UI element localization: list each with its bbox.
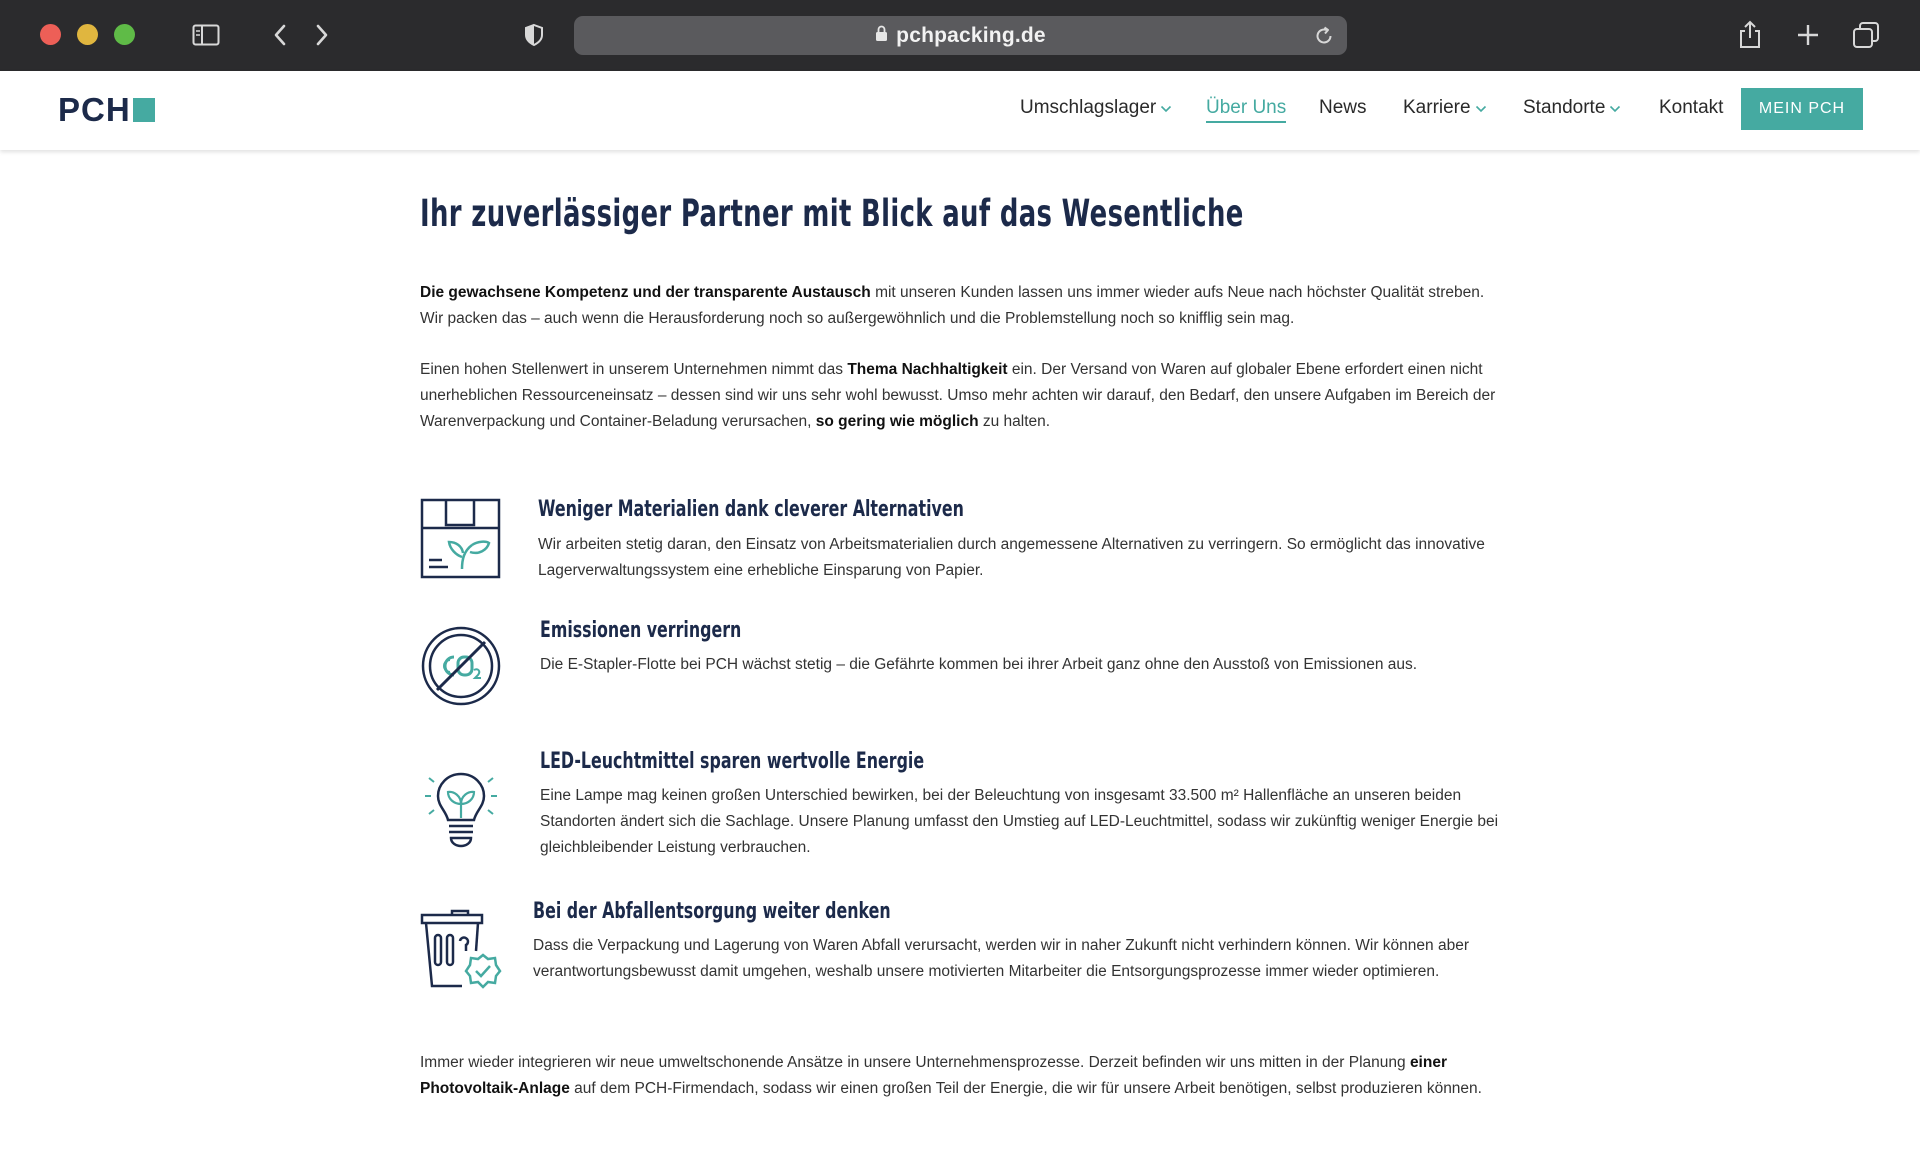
- nav-umschlagslager[interactable]: [1020, 97, 1172, 119]
- text-span: Immer wieder integrieren wir neue umweltschonende Ansätze in unsere Unternehmensprozesse. Derzeit befinden wir uns mitten in der Planung: [420, 1054, 1410, 1071]
- reload-icon[interactable]: [1313, 25, 1335, 52]
- new-tab-icon[interactable]: [1793, 17, 1823, 53]
- nav-label: Standorte: [1523, 97, 1606, 118]
- feature-text: Wir arbeiten stetig daran, den Einsatz von Arbeitsmaterialien durch angemessene Alternativen zu verringern. So ermöglicht das innovative Lagerverwaltungssystem eine erhebliche Einsparung von Papier.: [538, 536, 1485, 579]
- text-span: zu halten.: [978, 413, 1051, 430]
- text-span: auf dem PCH-Firmendach, sodass wir einen großen Teil der Energie, die wir für unsere Arbeit benötigen, selbst produzieren können.: [569, 1080, 1482, 1097]
- page-title: Ihr zuverlässiger Partner mit Blick auf das Wesentliche: [420, 192, 1244, 235]
- chevron-down-icon: [1160, 97, 1172, 119]
- chevron-down-icon: [1475, 97, 1487, 119]
- zoom-window-button[interactable]: [114, 24, 135, 45]
- back-icon[interactable]: [268, 17, 292, 53]
- intro-text: mit unseren Kunden lassen uns immer wieder aufs Neue nach höchster Qualität streben. Wir packen das – auch wenn die Herausforderung noch so außergewöhnlich und die Problemstellung noch so knifflig sein mag.: [420, 284, 1485, 327]
- eco-bulb-icon: [420, 768, 502, 855]
- tab-overview-icon[interactable]: [1850, 17, 1882, 53]
- browser-toolbar: [0, 0, 1920, 71]
- nav-label: Kontakt: [1659, 97, 1724, 118]
- feature-text: Eine Lampe mag keinen großen Unterschied bewirken, bei der Beleuchtung von insgesamt 33.500 m² Hallenfläche an unseren beiden Standorten ändert sich die Sachlage. Unsere Planung umfasst den Umstieg auf LED-Leuchtmittel, sodass wir zukünftig weniger Energie bei gleichbleibender Leistung verbrauchen.: [540, 787, 1499, 856]
- nav-label: Umschlagslager: [1020, 97, 1157, 118]
- feature-text: Dass die Verpackung und Lagerung von Waren Abfall verursacht, werden wir in naher Zukunft nicht verhindern können. Wir können aber verantwortungsbewusst damit umgehen, weshalb unsere motivierten Mitarbeiter die Entsorgungsprozesse immer wieder optimieren.: [533, 937, 1469, 980]
- bold-span: einer Photovoltaik-Anlage: [420, 1054, 1447, 1097]
- intro-paragraph: [420, 280, 1510, 332]
- nav-standorte[interactable]: [1523, 97, 1621, 119]
- mein-pch-button[interactable]: MEIN PCH: [1741, 88, 1863, 130]
- pch-logo[interactable]: [58, 91, 155, 129]
- nav-karriere[interactable]: [1403, 97, 1487, 119]
- privacy-shield-icon[interactable]: [522, 17, 546, 53]
- box-plant-icon: [420, 497, 502, 584]
- url-text: pchpacking.de: [896, 23, 1046, 47]
- logo-text: PCH: [58, 91, 131, 128]
- nav-label: Über Uns: [1206, 97, 1287, 118]
- nav-label: Karriere: [1403, 97, 1471, 118]
- text-span: Einen hohen Stellenwert in unserem Unternehmen nimmt das: [420, 361, 848, 378]
- feature-title: Bei der Abfallentsorgung weiter denken: [533, 899, 891, 924]
- feature-title: LED-Leuchtmittel sparen wertvolle Energie: [540, 749, 925, 774]
- nav-ueber-uns[interactable]: [1206, 97, 1286, 123]
- forward-icon[interactable]: [310, 17, 334, 53]
- sidebar-toggle-icon[interactable]: [190, 17, 222, 53]
- chevron-down-icon: [1609, 97, 1621, 119]
- site-header: [0, 71, 1920, 150]
- bold-span: so gering wie möglich: [815, 413, 979, 430]
- intro-bold: Die gewachsene Kompetenz und der transparente Austausch: [420, 284, 871, 301]
- share-icon[interactable]: [1735, 17, 1765, 53]
- feature-text: Die E-Stapler-Flotte bei PCH wächst stetig – die Gefährte kommen bei ihrer Arbeit ganz ohne den Ausstoß von Emissionen aus.: [540, 656, 1418, 673]
- text-span: ein. Der Versand von Waren auf globaler Ebene erfordert einen nicht unerheblichen Ressourceneinsatz – dessen sind wir uns sehr wohl bewusst. Umso mehr achten wir darauf, den Bedarf, den unsere Aufgaben im Bereich der Warenverpackung und Container-Beladung verursachen,: [420, 361, 1496, 430]
- address-bar[interactable]: [574, 16, 1347, 55]
- logo-square: [133, 98, 155, 122]
- bold-span: Thema Nachhaltigkeit: [847, 361, 1008, 378]
- photovoltaik-paragraph: [420, 1050, 1510, 1102]
- feature-title: Weniger Materialien dank cleverer Alternativen: [538, 497, 964, 522]
- nav-label: News: [1319, 97, 1367, 118]
- lock-icon: [875, 25, 888, 47]
- nav-kontakt[interactable]: [1659, 97, 1723, 119]
- no-co2-icon: [420, 625, 502, 712]
- nav-news[interactable]: [1319, 97, 1367, 119]
- minimize-window-button[interactable]: [77, 24, 98, 45]
- close-window-button[interactable]: [40, 24, 61, 45]
- sustainability-paragraph: [420, 357, 1510, 435]
- recycle-bin-icon: [420, 907, 502, 994]
- feature-title: Emissionen verringern: [540, 618, 742, 643]
